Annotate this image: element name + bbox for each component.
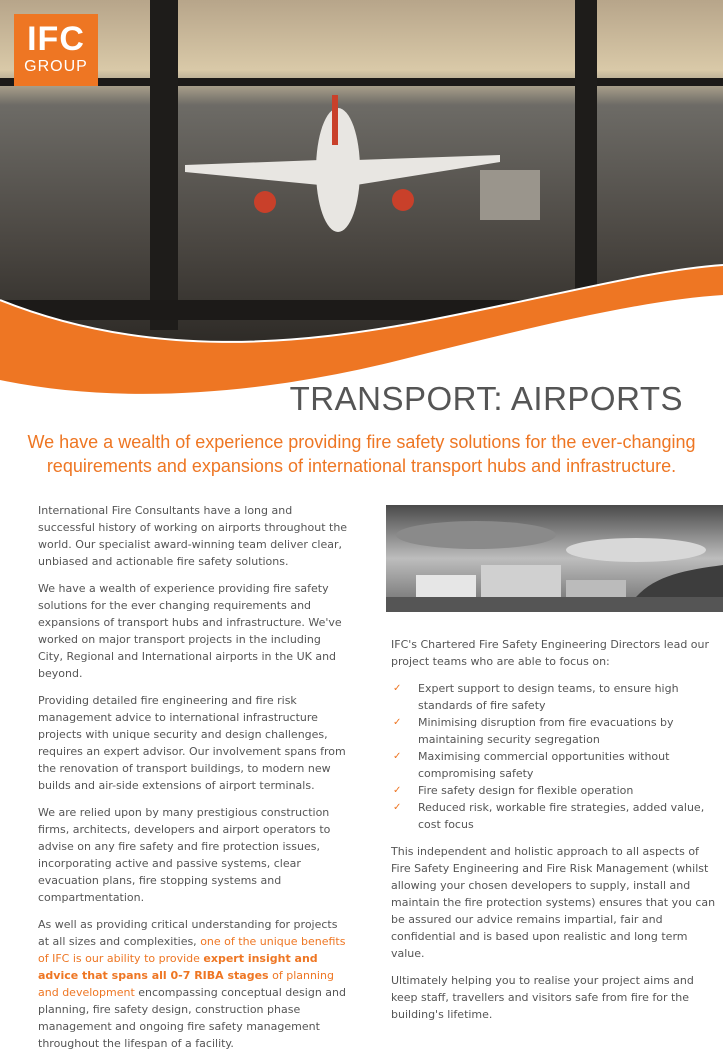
focus-list: [391, 680, 721, 833]
text: encompassing conceptual design and planning, fire safety design, construction phase management and ongoing fire safety management throughout the lifespan of a facility.: [38, 986, 346, 1050]
paragraph: Providing detailed fire engineering and fire risk management advice to international infrastructure projects with unique security and design challenges, requires an expert advisor. Our involvement spans from the renovation of transport buildings, to modern new builds and air-side extensions of airport terminals.: [38, 694, 346, 792]
logo-ifc: IFC: [27, 20, 85, 58]
paragraph: International Fire Consultants have a long and successful history of working on airports throughout the world. Our specialist award-winning team deliver clear, unbiased and actionable fire safety solutions.: [38, 504, 348, 568]
page-title: TRANSPORT: AIRPORTS: [289, 380, 683, 417]
highlight-text: of planning and development: [38, 969, 334, 999]
highlight-text: one of the unique benefits of IFC is our ability to provide: [38, 935, 346, 965]
left-column: [38, 502, 348, 1062]
paragraph: [38, 916, 348, 1052]
list-item: [391, 799, 721, 833]
list-item-text: Reduced risk, workable fire strategies, added value, cost focus: [418, 801, 705, 831]
list-item: [391, 714, 721, 748]
airport-terminal-photo: [386, 505, 723, 612]
list-item-text: Expert support to design teams, to ensure high standards of fire safety: [418, 682, 679, 712]
hero-airport-image: [0, 0, 723, 410]
check-icon: ✓: [393, 717, 402, 728]
list-item: [391, 680, 721, 714]
logo-group: GROUP: [24, 58, 88, 75]
paragraph: We are relied upon by many prestigious construction firms, architects, developers and airport operators to advise on any fire safety and fire protection issues, incorporating active and passive systems, clear evacuation plans, fire stopping systems and compartmentation.: [38, 806, 331, 904]
paragraph: We have a wealth of experience providing fire safety solutions for the ever changing requirements and expansions of transport hubs and infrastructure. We've worked on major transport projects in the including City, Regional and International airports in the UK and beyond.: [38, 582, 342, 680]
text: As well as providing critical understanding for projects at all sizes and complexities,: [38, 918, 338, 948]
list-item: [391, 748, 721, 782]
check-icon: ✓: [393, 683, 402, 694]
list-item: [391, 782, 721, 799]
highlight-bold-text: expert insight and advice that spans all 0-7 RIBA stages: [38, 952, 318, 982]
paragraph: Ultimately helping you to realise your project aims and keep staff, travellers and visitors safe from fire for the building's lifetime.: [391, 974, 694, 1021]
list-item-text: Maximising commercial opportunities without compromising safety: [418, 750, 670, 780]
check-icon: ✓: [393, 802, 402, 813]
check-icon: ✓: [393, 751, 402, 762]
list-item-text: Fire safety design for flexible operation: [418, 784, 634, 797]
page-subtitle: We have a wealth of experience providing fire safety solutions for the ever-changing requirements and expansions of international transport hubs and infrastructure.: [27, 432, 696, 476]
paragraph: IFC's Chartered Fire Safety Engineering Directors lead our project teams who are able to focus on:: [391, 638, 710, 668]
list-item-text: Minimising disruption from fire evacuations by maintaining security segregation: [418, 716, 674, 746]
paragraph: This independent and holistic approach to all aspects of Fire Safety Engineering and Fire Risk Management (whilst allowing your chosen developers to supply, install and maintain the fire protection systems) ensures that you can be assured our advice remains impartial, fair and confidential and is based upon realistic and long term value.: [391, 845, 716, 960]
check-icon: ✓: [393, 785, 402, 796]
right-column: [391, 636, 721, 1033]
ifc-group-logo: [14, 14, 98, 86]
